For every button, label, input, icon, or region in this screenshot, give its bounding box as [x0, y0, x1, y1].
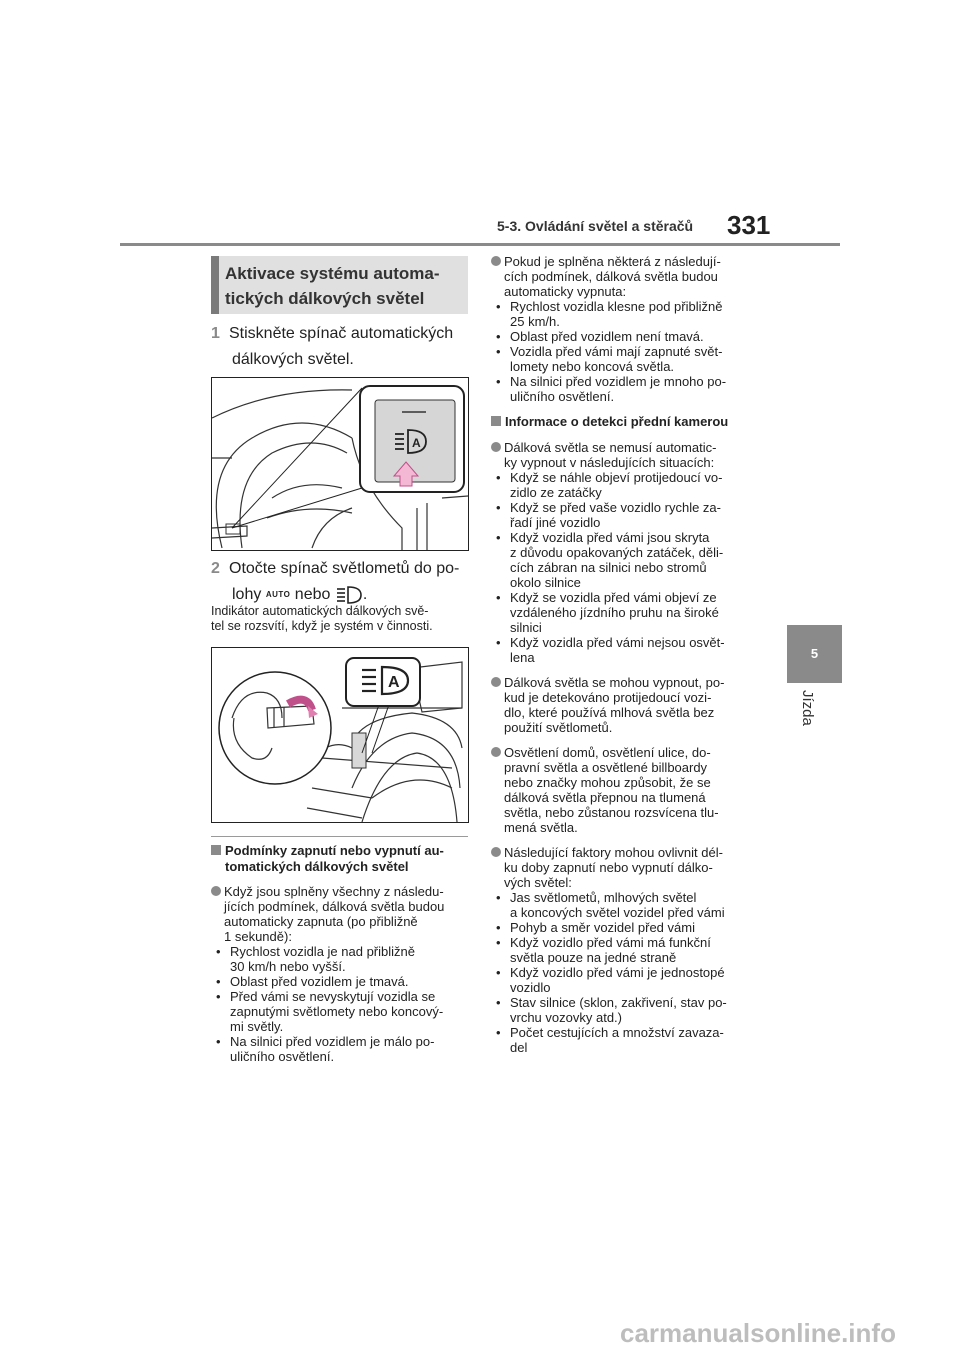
circle-bullet-icon — [491, 442, 501, 452]
text-line: automaticky vypnuta: — [504, 284, 627, 299]
auto-high-beam-icon — [335, 584, 363, 606]
text-line: lomety nebo koncová světla. — [510, 359, 675, 374]
step-text: Otočte spínač světlometů do po- — [229, 560, 460, 577]
camera-heading — [491, 414, 761, 430]
text-line: vzdáleného jízdního pruhu na široké — [510, 605, 719, 620]
bullet-line: • Když vozidla před vámi nejsou osvět- — [491, 635, 761, 650]
bullet-line: • Rychlost vozidla je nad přibližně — [211, 944, 471, 959]
text-line: vrchu vozovky atd.) — [510, 1010, 622, 1025]
text-line: 1 sekundě): — [224, 929, 292, 944]
heading-line: Podmínky zapnutí nebo vypnutí au- — [225, 843, 444, 858]
bullet-line: • Stav silnice (sklon, zakřivení, stav po- — [491, 995, 761, 1010]
conditions-heading — [211, 843, 471, 875]
text-line: vozidlo — [510, 980, 551, 995]
figure-steering-switch — [211, 377, 469, 551]
text-line: 25 km/h. — [510, 314, 560, 329]
bullet-line: • Pohyb a směr vozidel před vámi — [491, 920, 761, 935]
circle-bullet-icon — [211, 886, 221, 896]
bullet-line: • Vozidla před vámi mají zapnuté svět- — [491, 344, 761, 359]
heading-line: Aktivace systému automa- — [225, 264, 440, 283]
bullet-line: • Počet cestujících a množství zavaza- — [491, 1025, 761, 1040]
text-line: cích zábran na silnici nebo stromů — [510, 560, 707, 575]
text-line: kud je detekováno protijedoucí vozi- — [504, 690, 712, 705]
circle-bullet-icon — [491, 847, 501, 857]
heading-accent-bar — [211, 256, 219, 314]
text-line: pravní světla a osvětlené billboardy — [504, 760, 708, 775]
text-line: cích podmínek, dálková světla budou — [504, 269, 718, 284]
note-line: tel se rozsvítí, když je systém v činnosti. — [211, 619, 433, 633]
text-line: použití světlometů. — [504, 720, 613, 735]
bullet-line: • Když se vozidla před vámi objeví ze — [491, 590, 761, 605]
step-number: 2 — [211, 560, 220, 577]
text-line: a koncových světel vozidel před vámi — [510, 905, 725, 920]
section-heading — [225, 261, 463, 311]
chapter-label — [800, 690, 824, 740]
step-2 — [211, 556, 471, 608]
square-bullet-icon — [491, 416, 501, 426]
text-line: světla, nebo zůstanou rozsvícena tlu- — [504, 805, 719, 820]
text-line: uličního osvětlení. — [510, 389, 615, 404]
circle-bullet-icon — [491, 256, 501, 266]
text-line: řadí jiné vozidlo — [510, 515, 601, 530]
bullet-line: • Jas světlometů, mlhových světel — [491, 890, 761, 905]
text-line: Pokud je splněna některá z následují- — [504, 254, 721, 269]
text-line: mi světly. — [230, 1019, 284, 1034]
text-line: z důvodu opakovaných zatáček, děli- — [510, 545, 724, 560]
heading-line: tických dálkových světel — [225, 289, 425, 308]
text-line: Osvětlení domů, osvětlení ulice, do- — [504, 745, 711, 760]
bullet-line: • Oblast před vozidlem není tmavá. — [491, 329, 761, 344]
circle-bullet-icon — [491, 747, 501, 757]
text-line: silnici — [510, 620, 542, 635]
bullet-line: • Když se před vaše vozidlo rychle za- — [491, 500, 761, 515]
text-line: Následující faktory mohou ovlivnit dél- — [504, 845, 723, 860]
text-line: Když jsou splněny všechny z následu- — [224, 884, 444, 899]
note-line: Indikátor automatických dálkových svě- — [211, 604, 429, 618]
heading-line: Informace o detekci přední kamerou — [505, 414, 729, 429]
step-text: dálkových světel. — [232, 351, 354, 368]
header-rule — [120, 243, 840, 246]
bullet-line: • Když vozidlo před vámi má funkční — [491, 935, 761, 950]
text-line: nebo značky mohou způsobit, že se — [504, 775, 711, 790]
step-text: lohy — [232, 586, 262, 604]
bullet-line: • Když vozidlo před vámi je jednostopé — [491, 965, 761, 980]
bullet-line: • Na silnici před vozidlem je málo po- — [211, 1034, 471, 1049]
text-line: 30 km/h nebo vyšší. — [230, 959, 346, 974]
indicator-note — [211, 604, 471, 634]
text-line: okolo silnice — [510, 575, 581, 590]
right-column — [491, 254, 761, 1055]
footer-watermark[interactable]: carmanualsonline.info — [620, 1318, 896, 1348]
bullet-line: • Když se náhle objeví protijedoucí vo- — [491, 470, 761, 485]
auto-position-icon: AUTO — [265, 590, 291, 599]
bullet-line: • Rychlost vozidla klesne pod přibližně — [491, 299, 761, 314]
text-line: lena — [510, 650, 535, 665]
section-heading-box — [211, 256, 468, 314]
text-line: zidlo ze zatáčky — [510, 485, 602, 500]
bullet-line: • Oblast před vozidlem je tmavá. — [211, 974, 471, 989]
section-divider — [211, 836, 468, 837]
section-title: 5-3. Ovládání světel a stěračů — [497, 218, 694, 234]
circle-bullet-icon — [491, 677, 501, 687]
dashboard-illustration — [212, 648, 468, 822]
text-line: mená světla. — [504, 820, 578, 835]
conditions-section — [211, 843, 471, 1064]
step-text: Stiskněte spínač automatických — [229, 325, 454, 342]
step-text: . — [362, 586, 368, 604]
text-line: světla pouze na jedné straně — [510, 950, 677, 965]
square-bullet-icon — [211, 845, 221, 855]
text-line: dálková světla přepnou na tlumená — [504, 790, 706, 805]
text-line: Dálková světla se mohou vypnout, po- — [504, 675, 725, 690]
text-line: jících podmínek, dálková světla budou — [224, 899, 445, 914]
auto-high-beam-letter: A — [388, 674, 400, 691]
text-line: Dálková světla se nemusí automatic- — [504, 440, 717, 455]
steering-wheel-illustration — [212, 378, 468, 550]
chapter-label-text: Jízda — [799, 690, 816, 726]
auto-high-beam-letter: A — [412, 436, 421, 450]
heading-line: tomatických dálkových světel — [225, 859, 409, 874]
text-line: zapnutými světlomety nebo koncový- — [230, 1004, 444, 1019]
page-number: 331 — [727, 210, 771, 240]
figure-light-switch-dial — [211, 647, 469, 823]
text-line: ku doby zapnutí nebo vypnutí dálko- — [504, 860, 713, 875]
conditions-body — [211, 884, 471, 1064]
bullet-line: • Před vámi se nevyskytují vozidla se — [211, 989, 471, 1004]
text-line: automaticky zapnuta (po přibližně — [224, 914, 418, 929]
bullet-line: • Když vozidla před vámi jsou skryta — [491, 530, 761, 545]
text-line: dlo, které používá mlhová světla bez — [504, 705, 715, 720]
step-number: 1 — [211, 325, 220, 342]
text-line: vých světel: — [504, 875, 572, 890]
text-line: del — [510, 1040, 528, 1055]
bullet-line: • Na silnici před vozidlem je mnoho po- — [491, 374, 761, 389]
chapter-tab[interactable]: 5 — [787, 625, 842, 683]
text-line: uličního osvětlení. — [230, 1049, 335, 1064]
step-text: nebo — [294, 586, 331, 604]
step-1 — [211, 321, 471, 373]
text-line: ky vypnout v následujících situacích: — [504, 455, 715, 470]
